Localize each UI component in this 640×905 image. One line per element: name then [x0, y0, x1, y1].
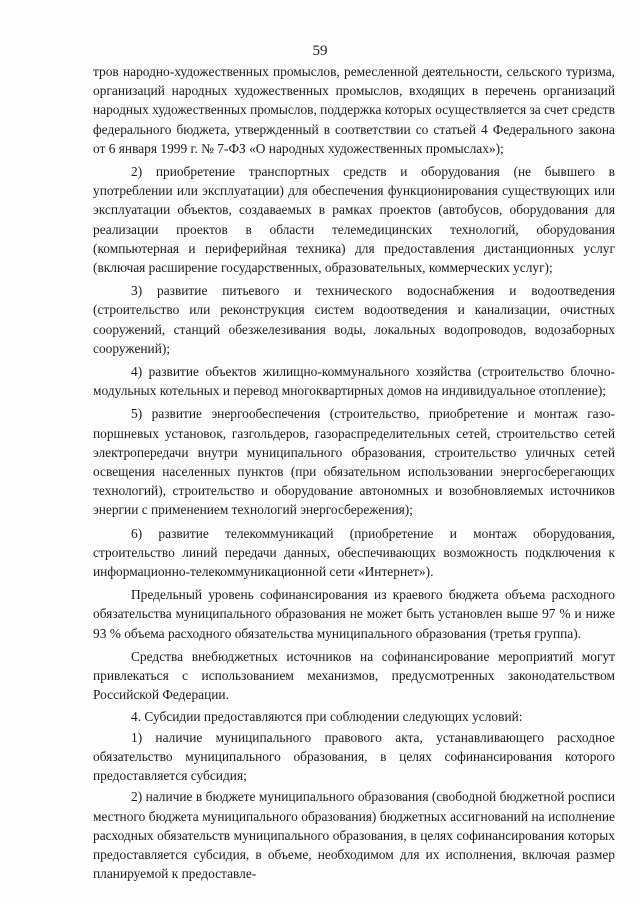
paragraph-cofinancing-limit: Предельный уровень софинансирования из краевого бюджета объема расходного обязательства муниципального образования не может быть установлен выше 97 % и ниже 93 % объема расходного обязательства муниципального образования (третья группа).	[93, 587, 615, 641]
paragraph-condition-1: 1) наличие муниципального правового акта, устанавливающего расходное обязательство муниципального образования, в целях софинансирования которого предоставляется субсидия;	[93, 729, 615, 784]
paragraph-item-3-water: 3) развитие питьевого и технического водоснабжения и водоотведения (строительство или реконструкция систем водоотведения и канализации, очистных сооружений, станций обезжелезивания воды, локальных водопроводов, водозаборных сооружений);	[93, 283, 615, 356]
paragraph-section-4-conditions: 4. Субсидии предоставляются при соблюдении следующих условий:	[131, 708, 523, 724]
paragraph-item-5-energy: 5) развитие энергообеспечения (строительство, приобретение и монтаж газо-поршневых установок, газгольдеров, газораспределительных сетей, строительство сетей электропередачи внутри муниципального образования, строительство уличных сетей освещения населенных пунктов (при обязательном использовании энергосберегающих технологий), строительство и оборудование автономных и возобновляемых источников энергии с применением технологий энергосбережения);	[93, 406, 615, 518]
paragraph-item-2-transport: 2) приобретение транспортных средств и оборудования (не бывшего в употреблении или эксплуатации) для обеспечения функционирования существующих или эксплуатации объектов, создаваемых в рамках проектов (автобусов, оборудования для реализации проектов в области телемедицинских технологий, оборудования (компьютерная и периферийная техника) для предоставления дистанционных услуг (включая расширение государственных, образовательных, коммерческих услуг);	[93, 164, 615, 276]
paragraph-condition-2: 2) наличие в бюджете муниципального образования (свободной бюджетной росписи местного бюджета муниципального образования) бюджетных ассигнований на исполнение расходных обязательств муниципального образования, в целях софинансирования которых предоставляется субсидия, в объеме, необходимом для их исполнения, включая размер планируемой к предоставле-	[93, 789, 615, 882]
page-number: 59	[312, 43, 328, 59]
paragraph-item-6-telecom: 6) развитие телекоммуникаций (приобретение и монтаж оборудования, строительство линий передачи данных, обеспечивающих возможность подключения к информационно-телекоммуникационной сети «Интернет»).	[93, 525, 615, 580]
document-text-body	[93, 62, 615, 883]
paragraph-extrabudgetary-sources: Средства внебюджетных источников на софинансирование мероприятий могут привлекаться с использованием механизмов, предусмотренных законодательством Российской Федерации.	[93, 648, 615, 703]
paragraph-continuation: тров народно-художественных промыслов, ремесленной деятельности, сельского туризма, организаций народных художественных промыслов, входящих в перечень организаций народных художественных промыслов, поддержка которых осуществляется за счет средств федерального бюджета, утвержденный в соответствии со статьей 4 Федерального закона от 6 января 1999 г. № 7-ФЗ «О народных художественных промыслах»);	[93, 64, 615, 156]
paragraph-item-4-housing: 4) развитие объектов жилищно-коммунального хозяйства (строительство блочно-модульных котельных и перевод многоквартирных домов на индивидуальное отопление);	[93, 364, 615, 399]
